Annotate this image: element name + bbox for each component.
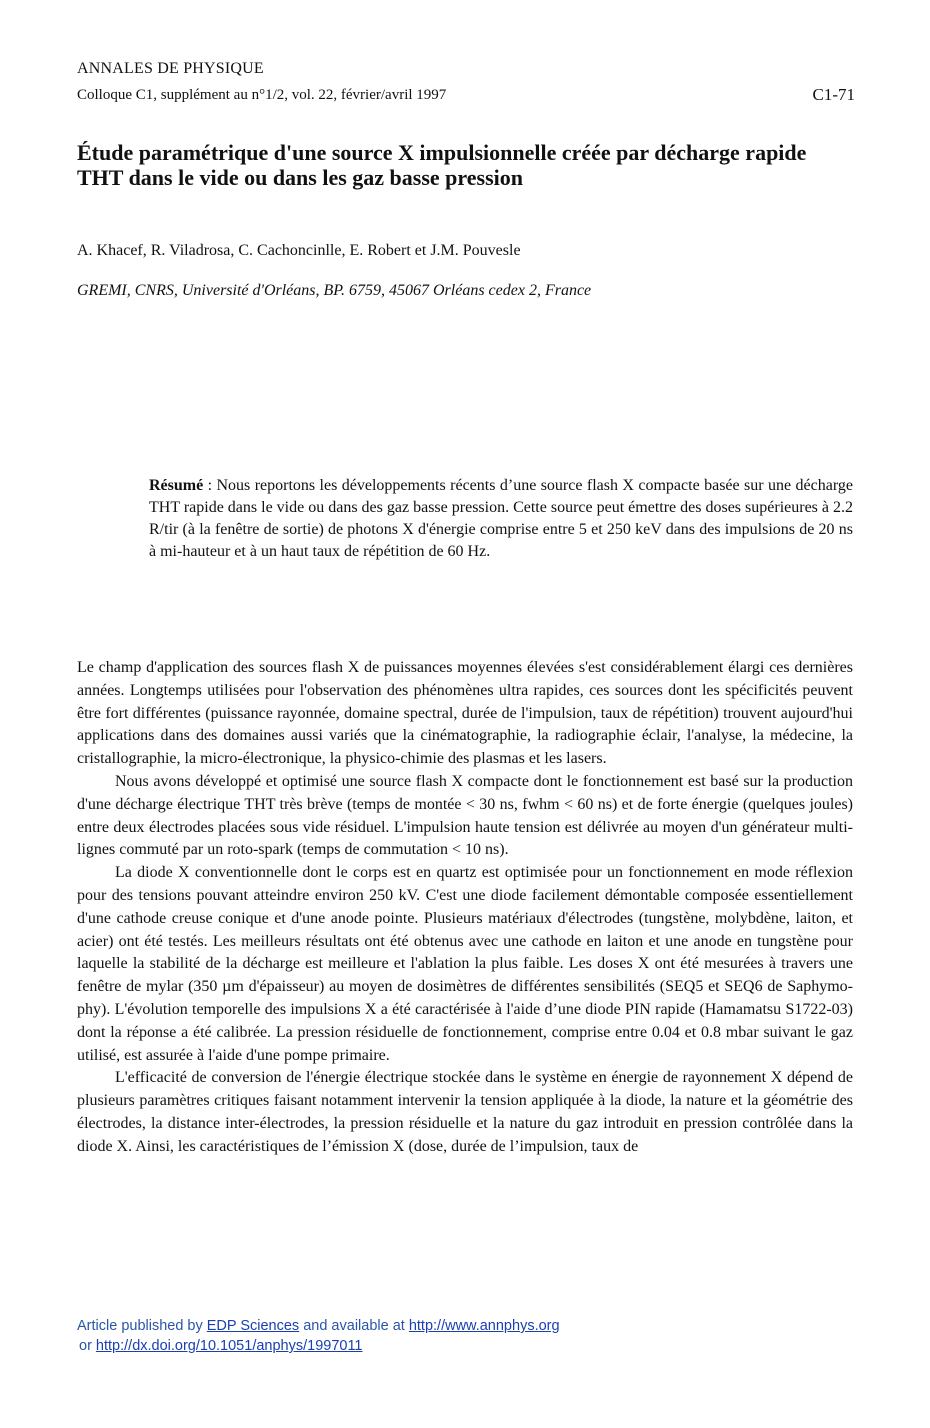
page-number: C1-71 — [812, 85, 855, 104]
authors: A. Khacef, R. Viladrosa, C. Cachoncinlle, E. Robert et J.M. Pouvesle — [77, 242, 521, 259]
paragraph-3: La diode X conventionnelle dont le corps est en quartz est optimisée pour un fonctionnement en mode réflexion pour des tensions pouvant atteindre environ 250 kV. C'est une diode facilement démontable composée essentiellement d'une cathode creuse conique et d'une anode pointe. Plusieurs matériaux d'électrodes (tungstène, molybdène, laiton, et acier) ont été testés. Les meilleurs résultats ont été obtenus avec une cathode en laiton et une anode en tungstène pour laquelle la stabilité de la décharge est meilleure et l'ablation la plus faible. Les doses X ont été mesurées à travers une fenêtre de mylar (350 µm d'épaisseur) au moyen de dosimètres de différentes sensibilités (SEQ5 et SEQ6 de Saphymo-phy). L'évolution temporelle des impulsions X a été caractérisée à l'aide d’une diode PIN rapide (Hamamatsu S1722-03) dont la réponse a été calibrée. La pression résiduelle de fonctionnement, comprise entre 0.04 et 0.8 mbar suivant le gaz utilisé, est assurée à l'aide d'une pompe primaire. — [77, 864, 853, 1064]
abstract-text: : Nous reportons les développements récents d’une source flash X compacte basée sur une décharge THT rapide dans le vide ou dans des gaz basse pression. Cette source peut émettre des doses supérieures à 2.2 R/tir (à la fenêtre de sortie) de photons X d'énergie comprise entre 5 et 250 keV dans des impulsions de 20 ns à mi-hauteur et à un haut taux de répétition de 60 Hz. — [149, 477, 853, 560]
doi-link[interactable]: http://dx.doi.org/10.1051/anphys/1997011 — [95, 1338, 363, 1354]
publisher-link[interactable]: EDP Sciences — [206, 1318, 300, 1334]
publication-footer — [77, 1316, 560, 1356]
abstract-label: Résumé — [149, 477, 204, 494]
abstract — [149, 475, 853, 563]
body-text — [77, 657, 853, 1159]
site-link[interactable]: http://www.annphys.org — [408, 1318, 560, 1334]
colloque-info: Colloque C1, supplément au n°1/2, vol. 22, février/avril 1997 — [77, 87, 447, 103]
footer-text: or — [79, 1338, 96, 1354]
footer-text: Article published by — [77, 1318, 207, 1334]
paper-title: Étude paramétrique d'une source X impulsionnelle créée par décharge rapide THT dans le vide ou dans les gaz basse pression — [77, 140, 807, 190]
paragraph-2: Nous avons développé et optimisé une source flash X compacte dont le fonctionnement est basé sur la production d'une décharge électrique THT très brève (temps de montée < 30 ns, fwhm < 60 ns) et de forte énergie (quelques joules) entre deux électrodes placées sous vide résiduel. L'impulsion haute tension est délivrée au moyen d'un générateur multi-lignes commuté par un roto-spark (temps de commutation < 10 ns). — [77, 772, 853, 859]
footer-line-2 — [77, 1336, 560, 1356]
journal-name: ANNALES DE PHYSIQUE — [77, 60, 264, 77]
paragraph-1: Le champ d'application des sources flash X de puissances moyennes élevées s'est considérablement élargi ces dernières années. Longtemps utilisées pour l'observation des phénomènes ultra rapides, ces sources dont les spécificités peuvent être fort différentes (puissance rayonnée, domaine spectral, durée de l'impulsion, taux de répétition) trouvent aujourd'hui applications dans des domaines aussi variés que la cinématographie, la radiographie éclair, l'analyse, la médecine, la cristallographie, la micro-électronique, la physico-chimie des plasmas et les lasers. — [77, 659, 853, 768]
footer-text: and available at — [299, 1318, 409, 1334]
affiliation: GREMI, CNRS, Université d'Orléans, BP. 6759, 45067 Orléans cedex 2, France — [77, 282, 592, 299]
paragraph-4: L'efficacité de conversion de l'énergie électrique stockée dans le système en énergie de rayonnement X dépend de plusieurs paramètres critiques faisant notamment intervenir la tension appliquée à la diode, la nature et la géométrie des électrodes, la distance inter-électrodes, la pression résiduelle et la nature du gaz introduit en pression contrôlée dans la diode X. Ainsi, les caractéristiques de l’émission X (dose, durée de l’impulsion, taux de — [77, 1069, 853, 1155]
footer-line-1 — [77, 1316, 560, 1336]
